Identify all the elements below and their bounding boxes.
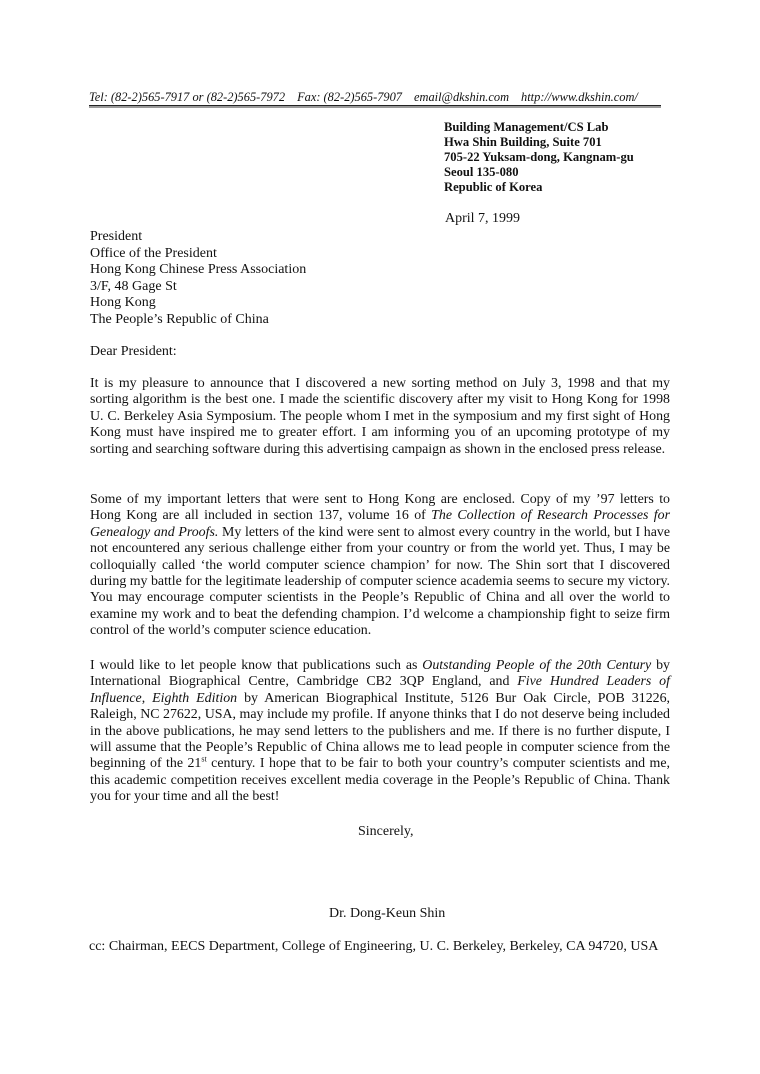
sender-address-line: Seoul 135-080 [444,165,519,179]
fax-number: Fax: (82-2)565-7907 [297,90,403,104]
publication-edition: Eighth Edition [152,690,238,706]
website-url: http://www.dkshin.com/ [521,90,638,104]
paragraph-text: I would like to let people know that publications such as [90,658,423,673]
paragraph-text: My letters of the kind were sent to almost every country in the world, but I have not encountered any serious challenge either from your country or from the world yet. Thus, I may be colloquially called ‘the world computer science champion’ for now. The Shin sort that I discovered during my battle for the legitimate leadership of computer science academia seems to secure my victory. You may encourage computer scientists in the People’s Republic of China and all over the world to examine my work and to beat the defending champion. I’d welcome a championship fight to seize firm control of the world’s computer science education. [90,524,671,639]
telephone-numbers: Tel: (82-2)565-7917 or (82-2)565-7972 [89,90,286,104]
publication-title: The Collection of Research Processes for Genealogy and Proofs. [90,508,670,540]
closing: Sincerely, [358,824,414,839]
salutation: Dear President: [90,344,177,359]
letter-date: April 7, 1999 [445,211,521,226]
recipient-address-line: The People’s Republic of China [90,311,269,327]
sender-address-line: 705-22 Yuksam-dong, Kangnam-gu [444,150,634,164]
recipient-address-line: Hong Kong Chinese Press Association [90,262,307,278]
letterhead-contact-line [89,90,661,106]
body-paragraph-3 [90,658,670,806]
recipient-address-line: Office of the President [90,245,217,261]
paragraph-text: century. I hope that to be fair to both your country’s computer scientists and me, this academic competition receives excellent media coverage in the People’s Republic of China. Thank you for your time and all the best! [90,756,670,805]
signature-name: Dr. Dong-Keun Shin [329,906,446,921]
paragraph-text: by International Biographical Centre, Cambridge CB2 3QP England, and [90,658,670,690]
paragraph-text: , [141,690,153,706]
publication-title: Five Hundred Leaders of Influence [90,674,670,706]
body-paragraph-1: It is my pleasure to announce that I discovered a new sorting method on July 3, 1998 and that my sorting algorithm is the best one. I made the scientific discovery after my visit to Hong Kong for 1998 U. C. Berkeley Asia Symposium. The people whom I met in the symposium and my first sight of Hong Kong must have inspired me to greater effort. I am informing you of an upcoming prototype of my sorting and searching software during this advertising campaign as shown in the enclosed press release. [90,376,670,457]
cc-line: cc: Chairman, EECS Department, College of Engineering, U. C. Berkeley, Berkeley, CA 94720, USA [89,939,659,954]
recipient-address [90,229,306,329]
sender-address [444,120,634,195]
sender-address-line: Building Management/CS Lab [444,120,609,134]
sender-address-line: Hwa Shin Building, Suite 701 [444,135,602,149]
ordinal-suffix: st [201,754,207,764]
paragraph-text: by American Biographical Institute, 5126 Bur Oak Circle, POB 31226, Raleigh, NC 27622, USA, may include my profile. If anyone thinks that I do not deserve being included in the above publications, he may send letters to the publishers and me. If there is no further dispute, I will assume that the People’s Republic of China allows me to lead people in computer science from the beginning of the 21 [90,690,670,772]
email-address: email@dkshin.com [414,90,510,104]
recipient-address-line: 3/F, 48 Gage St [90,278,177,294]
recipient-address-line: Hong Kong [90,295,156,311]
body-paragraph-2 [90,492,670,640]
publication-title: Outstanding People of the 20th Century [422,658,652,673]
recipient-address-line: President [90,229,143,244]
sender-address-line: Republic of Korea [444,180,543,194]
paragraph-text: Some of my important letters that were sent to Hong Kong are enclosed. Copy of my ’97 letters to Hong Kong are all included in section 137, volume 16 of [90,492,670,524]
